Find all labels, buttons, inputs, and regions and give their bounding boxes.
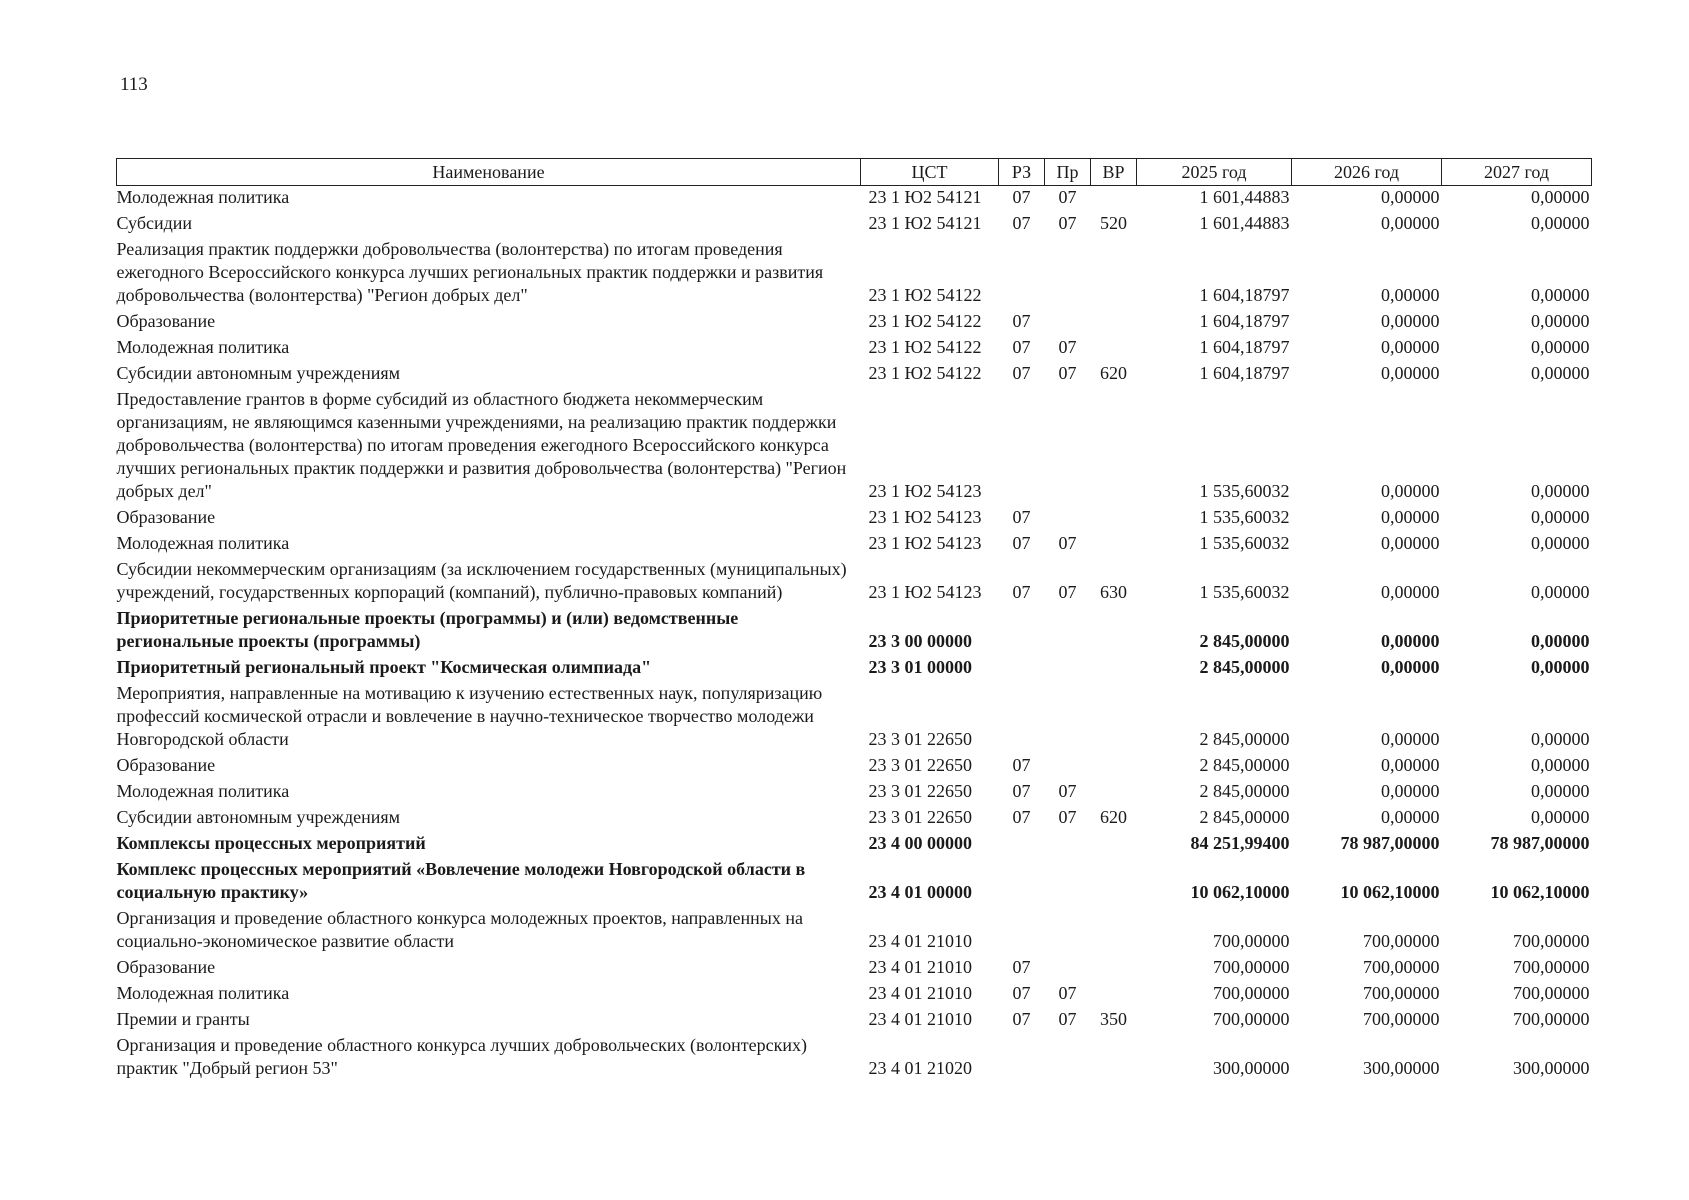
row-2025: 10 062,10000	[1190, 882, 1290, 902]
row-rz: 07	[1012, 807, 1031, 827]
row-2025: 300,00000	[1213, 1058, 1290, 1078]
row-name: Комплекс процессных мероприятий «Вовлечение молодежи Новгородской области в социальную практику»	[116, 859, 806, 902]
table-row	[117, 754, 1592, 780]
row-2025: 700,00000	[1213, 931, 1290, 951]
row-2025: 84 251,99400	[1190, 833, 1290, 853]
table-row	[117, 532, 1592, 558]
row-2027: 700,00000	[1513, 983, 1590, 1003]
row-pr: 07	[1058, 807, 1077, 827]
row-rz: 07	[1012, 983, 1031, 1003]
row-vr	[1091, 858, 1137, 907]
row-name: Организация и проведение областного конкурса молодежных проектов, направленных на социально-экономическое развитие области	[116, 908, 803, 951]
row-name: Молодежная политика	[116, 533, 290, 553]
row-2027: 0,00000	[1531, 285, 1590, 305]
row-2025: 1 535,60032	[1199, 582, 1290, 602]
row-rz: 07	[1012, 533, 1031, 553]
row-vr	[1091, 682, 1137, 754]
row-2027: 0,00000	[1531, 729, 1590, 749]
row-rz: 07	[1012, 755, 1031, 775]
row-rz: 07	[1012, 213, 1031, 233]
row-2025: 1 604,18797	[1199, 363, 1290, 383]
table-header	[117, 159, 1592, 186]
header-2025: 2025 год	[1137, 159, 1292, 186]
row-2025: 700,00000	[1213, 983, 1290, 1003]
table-row	[117, 656, 1592, 682]
row-vr	[1091, 656, 1137, 682]
table-row	[117, 310, 1592, 336]
row-2025: 2 845,00000	[1199, 729, 1290, 749]
row-name: Комплексы процессных мероприятий	[116, 833, 426, 853]
row-pr	[1045, 682, 1091, 754]
row-pr: 07	[1058, 1009, 1077, 1029]
row-name: Приоритетные региональные проекты (программы) и (или) ведомственные региональные проекты (программы)	[116, 608, 739, 651]
table-row	[117, 362, 1592, 388]
row-2026: 0,00000	[1381, 807, 1440, 827]
row-pr: 07	[1058, 337, 1077, 357]
row-vr: 520	[1100, 213, 1127, 233]
table-row	[117, 238, 1592, 310]
header-vr: ВР	[1091, 159, 1137, 186]
row-2027: 0,00000	[1531, 755, 1590, 775]
row-name: Образование	[116, 507, 216, 527]
row-rz	[999, 907, 1045, 956]
row-2026: 0,00000	[1381, 582, 1440, 602]
row-name: Организация и проведение областного конкурса лучших добровольческих (волонтерских) практик "Добрый регион 53"	[116, 1035, 807, 1078]
row-cst: 23 1 Ю2 54123	[868, 582, 982, 602]
table-row	[117, 682, 1592, 754]
row-2026: 0,00000	[1381, 631, 1440, 651]
row-pr: 07	[1058, 983, 1077, 1003]
row-cst: 23 4 01 00000	[868, 882, 972, 902]
row-vr	[1091, 780, 1137, 806]
row-vr: 350	[1100, 1009, 1127, 1029]
row-cst: 23 3 01 22650	[868, 807, 972, 827]
row-2025: 1 604,18797	[1199, 337, 1290, 357]
row-2027: 0,00000	[1531, 507, 1590, 527]
table-row	[117, 607, 1592, 656]
table-row	[117, 806, 1592, 832]
row-2026: 0,00000	[1381, 187, 1440, 207]
table-row	[117, 832, 1592, 858]
row-cst: 23 4 01 21010	[868, 957, 972, 977]
row-cst: 23 3 00 00000	[868, 631, 972, 651]
row-name: Образование	[116, 957, 216, 977]
table-row	[117, 956, 1592, 982]
row-rz	[999, 388, 1045, 506]
row-rz	[999, 607, 1045, 656]
row-2027: 78 987,00000	[1490, 833, 1590, 853]
table-body	[117, 186, 1592, 1084]
row-2026: 0,00000	[1381, 481, 1440, 501]
header-name: Наименование	[117, 159, 861, 186]
row-2025: 2 845,00000	[1199, 657, 1290, 677]
row-name: Молодежная политика	[116, 983, 290, 1003]
row-2025: 1 535,60032	[1199, 533, 1290, 553]
row-pr	[1045, 858, 1091, 907]
row-pr: 07	[1058, 363, 1077, 383]
row-2025: 1 601,44883	[1199, 187, 1290, 207]
row-2027: 0,00000	[1531, 213, 1590, 233]
row-cst: 23 1 Ю2 54122	[868, 285, 982, 305]
row-2026: 0,00000	[1381, 729, 1440, 749]
row-2025: 1 601,44883	[1199, 213, 1290, 233]
row-2025: 1 604,18797	[1199, 311, 1290, 331]
row-cst: 23 1 Ю2 54122	[868, 337, 982, 357]
row-2027: 700,00000	[1513, 1009, 1590, 1029]
row-2026: 0,00000	[1381, 363, 1440, 383]
row-rz	[999, 656, 1045, 682]
row-name: Образование	[116, 311, 216, 331]
row-name: Премии и гранты	[116, 1009, 250, 1029]
row-name: Молодежная политика	[116, 781, 290, 801]
table-row	[117, 388, 1592, 506]
row-name: Субсидии автономным учреждениям	[116, 807, 401, 827]
row-name: Приоритетный региональный проект "Космическая олимпиада"	[116, 657, 652, 677]
row-2027: 700,00000	[1513, 931, 1590, 951]
row-vr	[1091, 982, 1137, 1008]
row-name: Предоставление грантов в форме субсидий из областного бюджета некоммерческим организациям, не являющимся казенными учреждениями, на реализацию практик поддержки добровольчества (волонтерства) по итогам проведения ежегодного Всероссийского конкурса лучших региональных практик поддержки и развития добровольчества (волонтерства) "Регион добрых дел"	[116, 389, 847, 501]
row-cst: 23 3 01 22650	[868, 781, 972, 801]
row-2025: 2 845,00000	[1199, 807, 1290, 827]
row-vr	[1091, 336, 1137, 362]
row-name: Мероприятия, направленные на мотивацию к изучению естественных наук, популяризацию профессий космической отрасли и вовлечение в научно-техническое творчество молодежи Новгородской области	[116, 683, 823, 749]
row-2027: 0,00000	[1531, 533, 1590, 553]
row-name: Субсидии	[116, 213, 193, 233]
row-2027: 0,00000	[1531, 582, 1590, 602]
row-2027: 0,00000	[1531, 481, 1590, 501]
row-rz: 07	[1012, 311, 1031, 331]
row-2026: 700,00000	[1363, 983, 1440, 1003]
row-name: Реализация практик поддержки добровольчества (волонтерства) по итогам проведения ежегодного Всероссийского конкурса лучших региональных практик поддержки и развития добровольчества (волонтерства) "Регион добрых дел"	[116, 239, 824, 305]
row-vr: 620	[1100, 363, 1127, 383]
row-vr	[1091, 832, 1137, 858]
row-cst: 23 3 01 22650	[868, 729, 972, 749]
row-pr	[1045, 832, 1091, 858]
row-cst: 23 1 Ю2 54121	[868, 213, 982, 233]
row-2026: 0,00000	[1381, 657, 1440, 677]
row-vr	[1091, 754, 1137, 780]
row-2025: 1 535,60032	[1199, 507, 1290, 527]
row-vr	[1091, 506, 1137, 532]
row-cst: 23 4 01 21010	[868, 983, 972, 1003]
row-cst: 23 4 01 21020	[868, 1058, 972, 1078]
table-row	[117, 212, 1592, 238]
row-name: Субсидии некоммерческим организациям (за исключением государственных (муниципальных) учреждений, государственных корпораций (компаний), публично-правовых компаний)	[116, 559, 847, 602]
row-rz: 07	[1012, 957, 1031, 977]
row-rz	[999, 858, 1045, 907]
row-rz	[999, 238, 1045, 310]
row-2026: 10 062,10000	[1340, 882, 1440, 902]
row-pr	[1045, 907, 1091, 956]
table-row	[117, 506, 1592, 532]
table-row	[117, 558, 1592, 607]
row-pr	[1045, 956, 1091, 982]
row-2027: 0,00000	[1531, 657, 1590, 677]
row-rz: 07	[1012, 1009, 1031, 1029]
header-2027: 2027 год	[1442, 159, 1592, 186]
row-2025: 700,00000	[1213, 1009, 1290, 1029]
row-rz: 07	[1012, 363, 1031, 383]
row-cst: 23 3 01 22650	[868, 755, 972, 775]
row-cst: 23 4 00 00000	[868, 833, 972, 853]
row-vr	[1091, 532, 1137, 558]
table-row	[117, 1034, 1592, 1083]
row-2026: 700,00000	[1363, 957, 1440, 977]
row-cst: 23 3 01 00000	[868, 657, 972, 677]
row-cst: 23 1 Ю2 54123	[868, 533, 982, 553]
row-rz: 07	[1012, 187, 1031, 207]
row-name: Молодежная политика	[116, 337, 290, 357]
row-2026: 0,00000	[1381, 755, 1440, 775]
row-2027: 700,00000	[1513, 957, 1590, 977]
row-vr	[1091, 238, 1137, 310]
table-row	[117, 858, 1592, 907]
row-2027: 0,00000	[1531, 781, 1590, 801]
row-rz: 07	[1012, 507, 1031, 527]
budget-table	[116, 158, 1592, 1083]
row-2026: 700,00000	[1363, 1009, 1440, 1029]
row-rz	[999, 832, 1045, 858]
row-cst: 23 1 Ю2 54122	[868, 363, 982, 383]
row-name: Образование	[116, 755, 216, 775]
row-2027: 0,00000	[1531, 807, 1590, 827]
row-vr: 630	[1100, 582, 1127, 602]
row-vr	[1091, 186, 1137, 213]
row-pr: 07	[1058, 187, 1077, 207]
row-name: Молодежная политика	[116, 187, 290, 207]
table-row	[117, 186, 1592, 213]
row-vr	[1091, 388, 1137, 506]
row-pr: 07	[1058, 533, 1077, 553]
row-2027: 0,00000	[1531, 631, 1590, 651]
row-2026: 0,00000	[1381, 311, 1440, 331]
table-row	[117, 907, 1592, 956]
row-2027: 0,00000	[1531, 311, 1590, 331]
row-pr: 07	[1058, 781, 1077, 801]
row-2025: 1 535,60032	[1199, 481, 1290, 501]
row-pr	[1045, 607, 1091, 656]
row-pr	[1045, 310, 1091, 336]
row-2026: 0,00000	[1381, 781, 1440, 801]
table-row	[117, 982, 1592, 1008]
row-rz: 07	[1012, 337, 1031, 357]
row-2026: 300,00000	[1363, 1058, 1440, 1078]
row-rz	[999, 682, 1045, 754]
row-vr	[1091, 310, 1137, 336]
row-2027: 0,00000	[1531, 363, 1590, 383]
row-2027: 0,00000	[1531, 187, 1590, 207]
row-pr	[1045, 754, 1091, 780]
row-2027: 10 062,10000	[1490, 882, 1590, 902]
row-pr	[1045, 1034, 1091, 1083]
row-pr	[1045, 656, 1091, 682]
page-number: 113	[120, 74, 148, 95]
row-vr	[1091, 907, 1137, 956]
header-pr: Пр	[1045, 159, 1091, 186]
header-cst: ЦСТ	[861, 159, 999, 186]
row-pr	[1045, 388, 1091, 506]
row-cst: 23 1 Ю2 54123	[868, 481, 982, 501]
row-2026: 0,00000	[1381, 507, 1440, 527]
row-cst: 23 1 Ю2 54121	[868, 187, 982, 207]
row-2026: 0,00000	[1381, 337, 1440, 357]
row-pr	[1045, 238, 1091, 310]
row-vr	[1091, 1034, 1137, 1083]
row-2025: 1 604,18797	[1199, 285, 1290, 305]
row-rz: 07	[1012, 781, 1031, 801]
row-2027: 0,00000	[1531, 337, 1590, 357]
table-row	[117, 1008, 1592, 1034]
row-2025: 2 845,00000	[1199, 781, 1290, 801]
header-rz: РЗ	[999, 159, 1045, 186]
row-2025: 2 845,00000	[1199, 631, 1290, 651]
table-row	[117, 780, 1592, 806]
header-2026: 2026 год	[1292, 159, 1442, 186]
row-cst: 23 4 01 21010	[868, 1009, 972, 1029]
row-vr	[1091, 607, 1137, 656]
row-name: Субсидии автономным учреждениям	[116, 363, 401, 383]
row-cst: 23 4 01 21010	[868, 931, 972, 951]
row-rz: 07	[1012, 582, 1031, 602]
row-pr	[1045, 506, 1091, 532]
row-2025: 700,00000	[1213, 957, 1290, 977]
row-2027: 300,00000	[1513, 1058, 1590, 1078]
row-vr	[1091, 956, 1137, 982]
row-cst: 23 1 Ю2 54123	[868, 507, 982, 527]
row-2026: 700,00000	[1363, 931, 1440, 951]
row-pr: 07	[1058, 582, 1077, 602]
row-pr: 07	[1058, 213, 1077, 233]
row-2026: 78 987,00000	[1340, 833, 1440, 853]
row-2026: 0,00000	[1381, 533, 1440, 553]
row-rz	[999, 1034, 1045, 1083]
row-2026: 0,00000	[1381, 285, 1440, 305]
row-2025: 2 845,00000	[1199, 755, 1290, 775]
row-cst: 23 1 Ю2 54122	[868, 311, 982, 331]
table-row	[117, 336, 1592, 362]
row-2026: 0,00000	[1381, 213, 1440, 233]
row-vr: 620	[1100, 807, 1127, 827]
